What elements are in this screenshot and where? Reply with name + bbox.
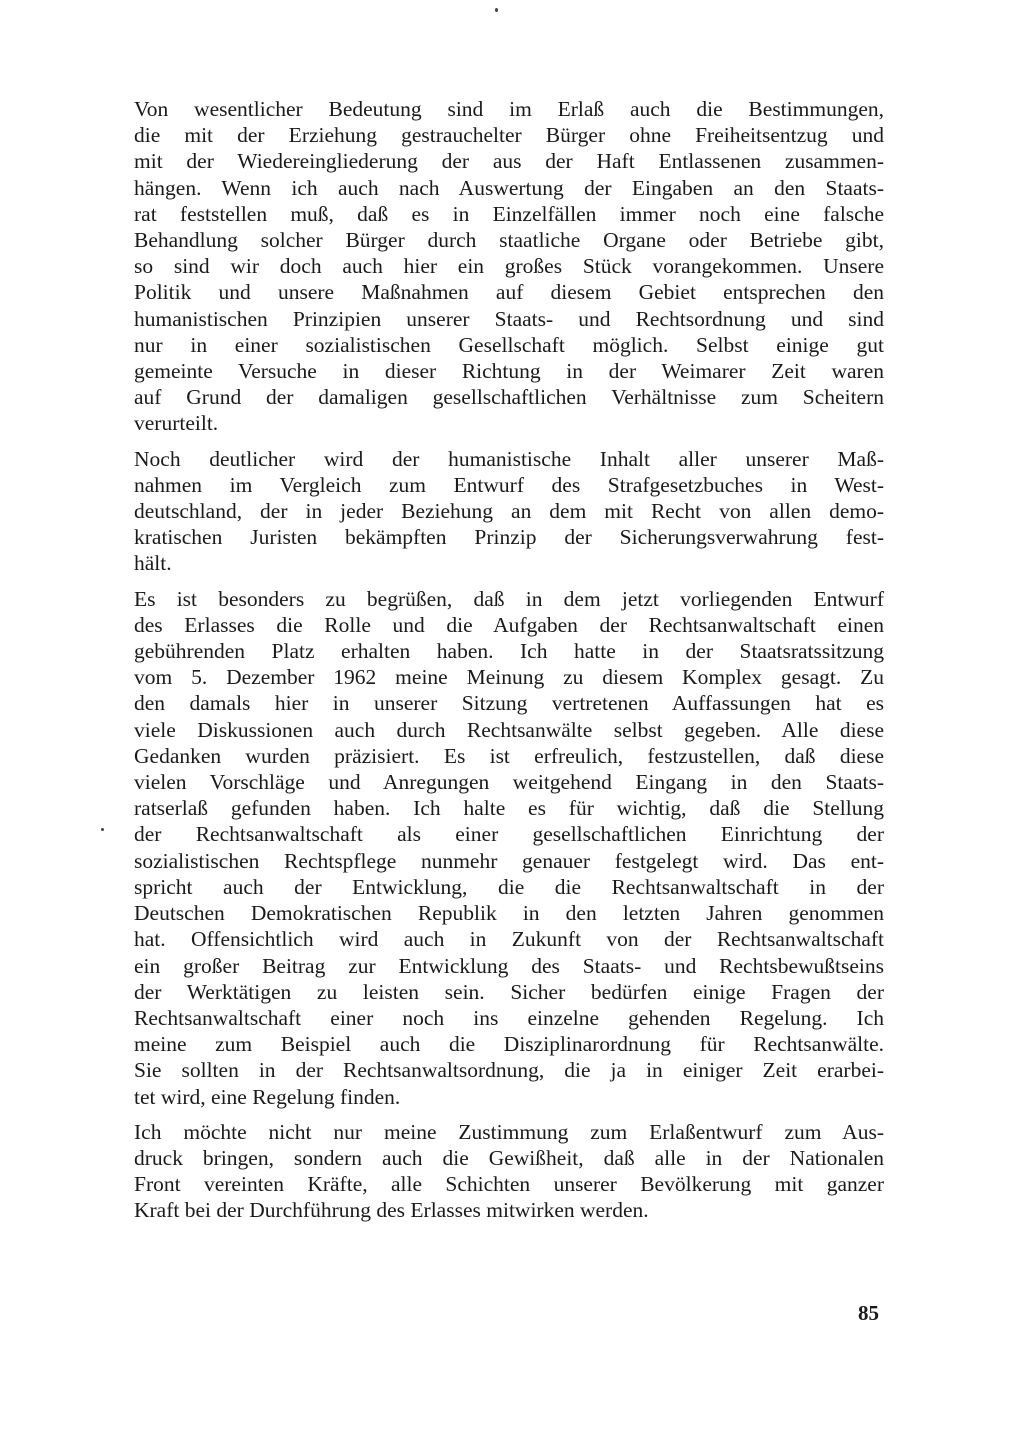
text-line: vom 5. Dezember 1962 meine Meinung zu diesem Komplex gesagt. Zu: [134, 665, 884, 690]
text-line: nahmen im Vergleich zum Entwurf des Strafgesetzbuches in West-: [134, 472, 884, 497]
text-line: tet wird, eine Regelung finden.: [134, 1084, 401, 1109]
text-line: die mit der Erziehung gestrauchelter Bürger ohne Freiheitsentzug und: [134, 123, 884, 148]
text-line: der Werktätigen zu leisten sein. Sicher bedürfen einige Fragen der: [134, 979, 884, 1004]
text-line: Noch deutlicher wird der humanistische Inhalt aller unserer Maß-: [134, 446, 884, 471]
text-line: Kraft bei der Durchführung des Erlasses mitwirken werden.: [134, 1198, 649, 1223]
text-line: gebührenden Platz erhalten haben. Ich hatte in der Staatsratssitzung: [134, 639, 884, 664]
text-line: der Rechtsanwaltschaft als einer gesellschaftlichen Einrichtung der: [134, 822, 884, 847]
text-line: Rechtsanwaltschaft einer noch ins einzelne gehenden Regelung. Ich: [134, 1005, 884, 1030]
text-line: spricht auch der Entwicklung, die die Rechtsanwaltschaft in der: [134, 874, 884, 899]
text-line: ein großer Beitrag zur Entwicklung des Staats- und Rechtsbewußtseins: [134, 953, 884, 978]
text-line: Gedanken wurden präzisiert. Es ist erfreulich, festzustellen, daß diese: [134, 743, 884, 768]
text-line: sozialistischen Rechtspflege nunmehr genauer festgelegt wird. Das ent-: [134, 848, 884, 873]
text-line: Von wesentlicher Bedeutung sind im Erlaß auch die Bestimmungen,: [134, 97, 884, 121]
text-line: nur in einer sozialistischen Gesellschaft möglich. Selbst einige gut: [134, 332, 884, 357]
text-line: Front vereinten Kräfte, alle Schichten unserer Bevölkerung mit ganzer: [134, 1172, 884, 1197]
text-line: Politik und unsere Maßnahmen auf diesem Gebiet entsprechen den: [134, 280, 884, 305]
paragraph: [134, 1119, 884, 1224]
body-text: [134, 96, 884, 1233]
text-line: gemeinte Versuche in dieser Richtung in der Weimarer Zeit waren: [134, 359, 884, 384]
text-line: druck bringen, sondern auch die Gewißheit, daß alle in der Nationalen: [134, 1145, 884, 1170]
text-line: viele Diskussionen auch durch Rechtsanwälte selbst gegeben. Alle diese: [134, 717, 884, 742]
text-line: hat. Offensichtlich wird auch in Zukunft von der Rechtsanwaltschaft: [134, 927, 884, 952]
paragraph: [134, 586, 884, 1110]
text-line: meine zum Beispiel auch die Disziplinarordnung für Rechtsanwälte.: [134, 1032, 884, 1057]
text-line: ratserlaß gefunden haben. Ich halte es für wichtig, daß die Stellung: [134, 796, 884, 821]
text-line: Es ist besonders zu begrüßen, daß in dem jetzt vorliegenden Entwurf: [134, 586, 884, 611]
text-line: Behandlung solcher Bürger durch staatliche Organe oder Betriebe gibt,: [134, 228, 884, 253]
text-line: so sind wir doch auch hier ein großes Stück vorangekommen. Unsere: [134, 254, 884, 279]
text-line: auf Grund der damaligen gesellschaftlichen Verhältnisse zum Scheitern: [134, 385, 884, 410]
text-line: Sie sollten in der Rechtsanwaltsordnung, die ja in einiger Zeit erarbei-: [134, 1058, 884, 1083]
text-line: des Erlasses die Rolle und die Aufgaben der Rechtsanwaltschaft einen: [134, 612, 884, 637]
text-line: deutschland, der in jeder Beziehung an dem mit Recht von allen demo-: [134, 499, 884, 524]
paragraph: [134, 96, 884, 437]
text-line: hält.: [134, 551, 172, 576]
scan-speck: [101, 828, 104, 831]
page-number: 85: [858, 1301, 879, 1325]
text-line: mit der Wiedereingliederung der aus der Haft Entlassenen zusammen-: [134, 149, 884, 174]
paragraph: [134, 446, 884, 577]
scan-speck: [495, 8, 498, 12]
text-line: humanistischen Prinzipien unserer Staats- und Rechtsordnung und sind: [134, 306, 884, 331]
text-line: vielen Vorschläge und Anregungen weitgehend Eingang in den Staats-: [134, 770, 884, 795]
text-line: kratischen Juristen bekämpften Prinzip der Sicherungsverwahrung fest-: [134, 525, 884, 550]
text-line: verurteilt.: [134, 411, 219, 436]
text-line: hängen. Wenn ich auch nach Auswertung der Eingaben an den Staats-: [134, 175, 884, 200]
text-line: Deutschen Demokratischen Republik in den letzten Jahren genommen: [134, 901, 884, 926]
text-line: Ich möchte nicht nur meine Zustimmung zum Erlaßentwurf zum Aus-: [134, 1119, 884, 1144]
text-line: den damals hier in unserer Sitzung vertretenen Auffassungen hat es: [134, 691, 884, 716]
text-line: rat feststellen muß, daß es in Einzelfällen immer noch eine falsche: [134, 201, 884, 226]
